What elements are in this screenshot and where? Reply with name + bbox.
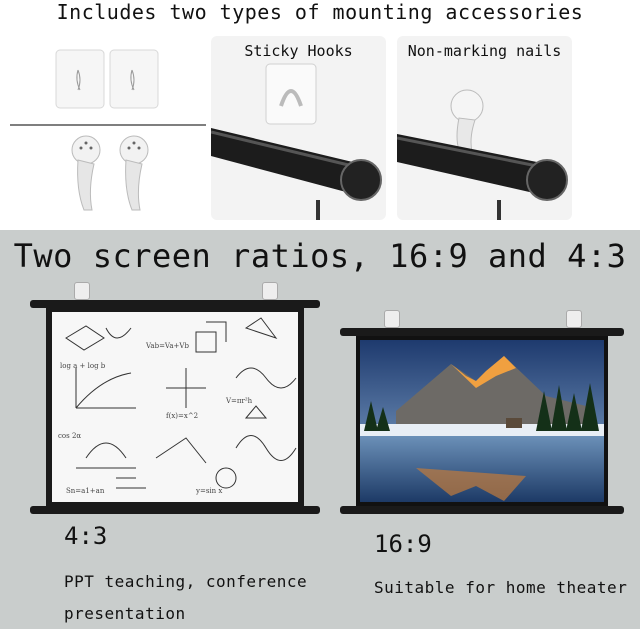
- hook-icon: [566, 310, 582, 328]
- top-rod: [30, 300, 320, 308]
- bottom-rod: [30, 506, 320, 514]
- sticky-hook-mounted-image: [211, 36, 386, 220]
- ratio-label-4-3: 4:3: [64, 522, 108, 550]
- description-16-9: Suitable for home theater: [374, 578, 628, 597]
- accessory-items-image: [8, 40, 208, 220]
- hook-icon: [384, 310, 400, 328]
- description-4-3: PPT teaching, conference presentation: [64, 572, 308, 623]
- accessories-title: Includes two types of mounting accessories: [56, 0, 584, 24]
- screen-16-9: [340, 310, 624, 516]
- sticky-hooks-label: Sticky Hooks: [244, 42, 353, 60]
- svg-text:log a + log b: log a + log b: [60, 362, 106, 370]
- svg-text:f(x)=x^2: f(x)=x^2: [166, 412, 199, 420]
- top-rod: [340, 328, 624, 336]
- ratios-title: Two screen ratios, 16:9 and 4:3: [13, 237, 627, 275]
- svg-text:Vab=Va+Vb: Vab=Va+Vb: [146, 342, 189, 350]
- nails-card: [397, 36, 572, 220]
- sticky-hooks-card: [211, 36, 386, 220]
- bottom-rod: [340, 506, 624, 514]
- mountain-lake-image: [356, 336, 608, 506]
- whiteboard-formula-image: [46, 308, 304, 506]
- screen-4-3: [30, 282, 320, 518]
- ratio-label-16-9: 16:9: [374, 530, 432, 558]
- svg-text:V=πr²h: V=πr²h: [226, 397, 253, 405]
- svg-text:Sn=a1+an: Sn=a1+an: [66, 487, 105, 495]
- nails-label: Non-marking nails: [407, 42, 562, 60]
- nail-hook-mounted-image: [397, 36, 572, 220]
- hook-icon: [262, 282, 278, 300]
- hook-icon: [74, 282, 90, 300]
- svg-text:y=sin x: y=sin x: [196, 487, 223, 495]
- svg-text:cos 2α: cos 2α: [58, 432, 82, 440]
